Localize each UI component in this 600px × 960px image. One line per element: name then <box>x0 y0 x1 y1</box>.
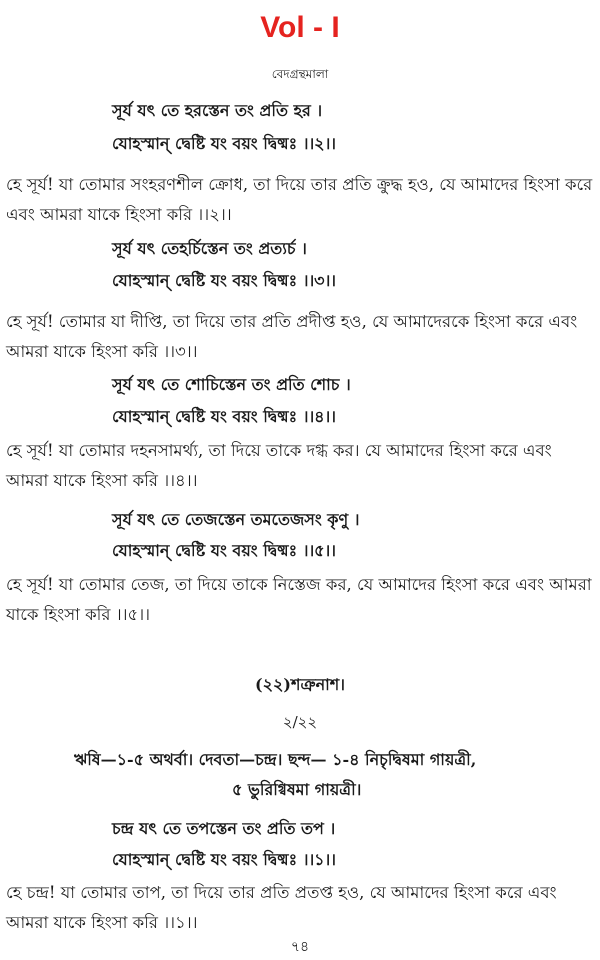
verse-line: সূর্য যৎ তে হরস্তেন তং প্রতি হর । <box>112 101 323 120</box>
verse-line: সূর্য যৎ তে তেজস্তেন তমতেজসং কৃণু । <box>112 510 360 529</box>
verse-line: যোহস্মান্ দ্বেষ্টি যং বয়ং দ্বিষ্মঃ ।।৩।। <box>112 271 337 290</box>
prose-paragraph: হে সূর্য! যা তোমার দহনসামর্থ্য, তা দিয়ে তাকে দগ্ধ কর। যে আমাদের হিংসা করে এবং আমরা যাকে হিংসা করি ।।৪।। <box>6 441 552 490</box>
prose-paragraph: হে চন্দ্র! যা তোমার তাপ, তা দিয়ে তার প্রতি প্রতপ্ত হও, যে আমাদের হিংসা করে এবং আমরা যাকে হিংসা করি ।।১।। <box>6 883 557 932</box>
verse-line: যোহস্মান্ দ্বেষ্টি যং বয়ং দ্বিষ্মঃ ।।২।। <box>112 134 337 153</box>
volume-title: Vol - I <box>260 11 340 44</box>
running-head: বেদগ্রন্থমালা <box>271 67 329 81</box>
rishi-line: ঋষি—১-৫ অথর্বা। দেবতা—চন্দ্র। ছন্দ— ১-৪ নিচৃদ্বিষমা গায়ত্রী, <box>74 750 477 769</box>
prose-paragraph: হে সূর্য! যা তোমার সংহরণশীল ক্রোধ, তা দিয়ে তার প্রতি ক্রুদ্ধ হও, যে আমাদের হিংসা করে এবং আমরা যাকে হিংসা করি ।।২।। <box>6 175 593 224</box>
verse-line: যোহস্মান্ দ্বেষ্টি যং বয়ং দ্বিষ্মঃ ।।৫।। <box>112 541 336 560</box>
prose-paragraph: হে সূর্য! যা তোমার তেজ, তা দিয়ে তাকে নিস্তেজ কর, যে আমাদের হিংসা করে এবং আমরা যাকে হিংসা করি ।।৫।। <box>6 575 592 624</box>
verse-line: যোহস্মান্ দ্বেষ্টি যং বয়ং দ্বিষ্মঃ ।।১।। <box>112 850 336 869</box>
verse-line: চন্দ্র যৎ তে তপস্তেন তং প্রতি তপ । <box>112 819 336 838</box>
verse-line: সূর্য যৎ তেহর্চিস্তেন তং প্রত্যর্চ । <box>112 239 307 258</box>
verse-line: সূর্য যৎ তে শোচিস্তেন তং প্রতি শোচ । <box>112 375 351 394</box>
section-number: ২/২২ <box>282 713 318 731</box>
prose-paragraph: হে সূর্য! তোমার যা দীপ্তি, তা দিয়ে তার প্রতি প্রদীপ্ত হও, যে আমাদেরকে হিংসা করে এবং আমরা যাকে হিংসা করি ।।৩।। <box>6 312 578 361</box>
verse-line: যোহস্মান্ দ্বেষ্টি যং বয়ং দ্বিষ্মঃ ।।৪।। <box>112 407 336 426</box>
section-title: (২২)শত্রুনাশ। <box>255 675 345 694</box>
page-number: ৭৪ <box>290 939 310 955</box>
rishi-line: ৫ ভুরিগ্বিষমা গায়ত্রী। <box>232 780 362 799</box>
